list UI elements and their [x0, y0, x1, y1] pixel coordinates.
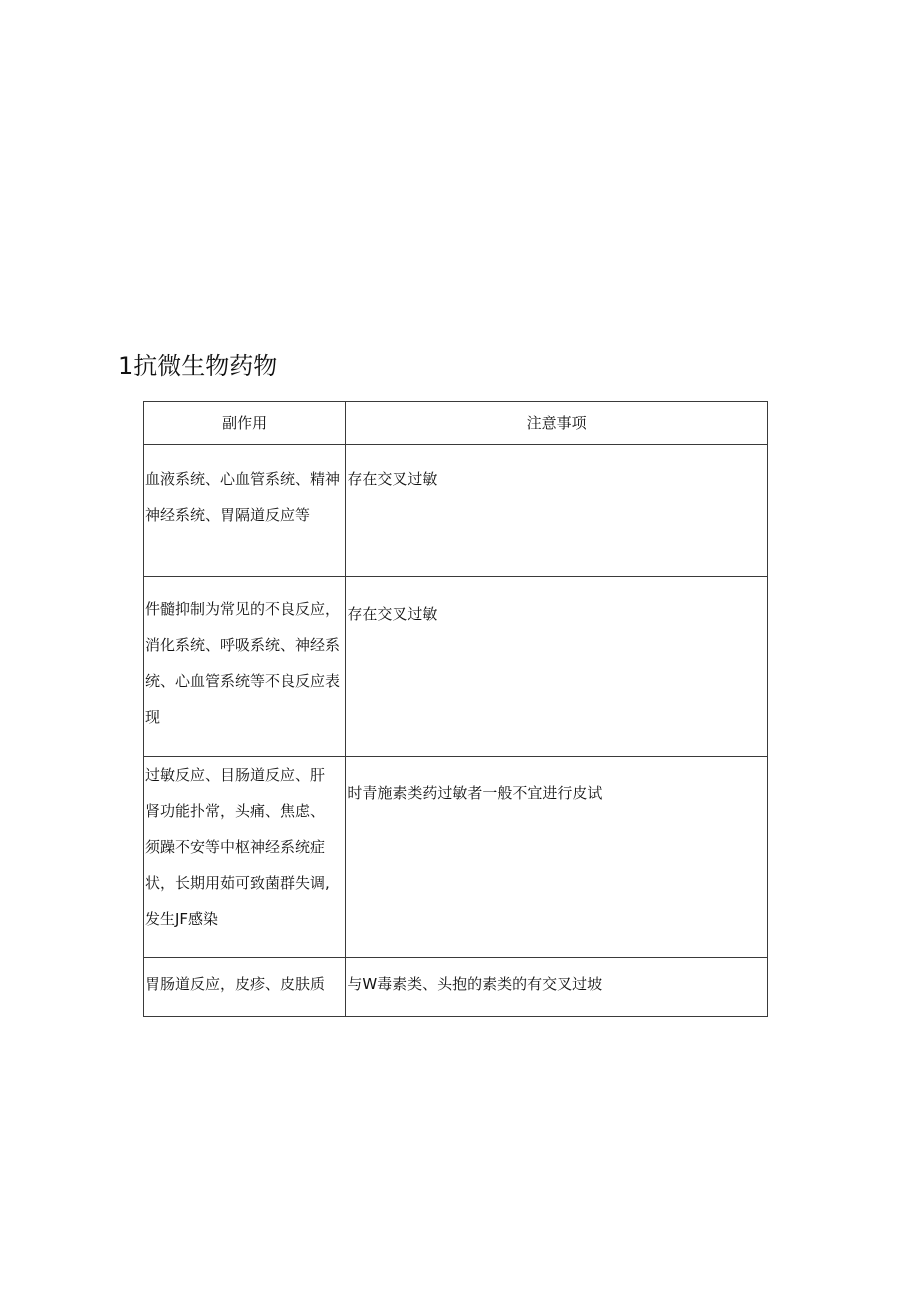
text-line: 消化系统、呼吸系统、神经系	[145, 636, 341, 654]
text-line: 与W毒素类、头抱的素类的有交叉过坡	[347, 975, 603, 993]
text-line: 时青施素类药过敏者一般不宜进行皮试	[347, 784, 603, 802]
table-row	[144, 445, 768, 577]
side-effects-table	[143, 401, 768, 1017]
text-line: 发生JF感染	[145, 910, 219, 928]
table-row	[144, 757, 768, 958]
notes-cell	[346, 757, 768, 958]
text-line: 存在交叉过敏	[347, 605, 438, 623]
table-row	[144, 577, 768, 757]
text-line: 血液系统、心血管系统、精神	[145, 470, 341, 488]
text-line: 须躁不安等中枢神经系统症	[145, 838, 326, 856]
text-line: 现	[145, 708, 161, 726]
table-row	[144, 958, 768, 1017]
text-line: 过敏反应、目肠道反应、肝	[145, 766, 326, 784]
text-line: 统、心血管系统等不良反应表	[145, 672, 341, 690]
header-side-effects: 副作用	[144, 402, 346, 445]
side-effects-cell	[144, 757, 346, 958]
notes-cell	[346, 577, 768, 757]
notes-cell	[346, 445, 768, 577]
text-line: 状，长期用茹可致菌群失调,	[145, 874, 330, 892]
header-notes: 注意事项	[346, 402, 768, 445]
section-title: 1抗微生物药物	[118, 352, 278, 380]
side-effects-cell	[144, 577, 346, 757]
text-line: 件髓抑制为常见的不良反应，	[145, 600, 341, 618]
text-line: 胃肠道反应，皮疹、皮肤质	[145, 975, 326, 993]
text-line: 肾功能扑常，头痛、焦虑、	[145, 802, 326, 820]
text-line: 存在交叉过敏	[347, 470, 438, 488]
table-header-row	[144, 402, 768, 445]
side-effects-cell	[144, 445, 346, 577]
text-line: 神经系统、胃隔道反应等	[145, 506, 311, 524]
notes-cell	[346, 958, 768, 1017]
side-effects-cell	[144, 958, 346, 1017]
